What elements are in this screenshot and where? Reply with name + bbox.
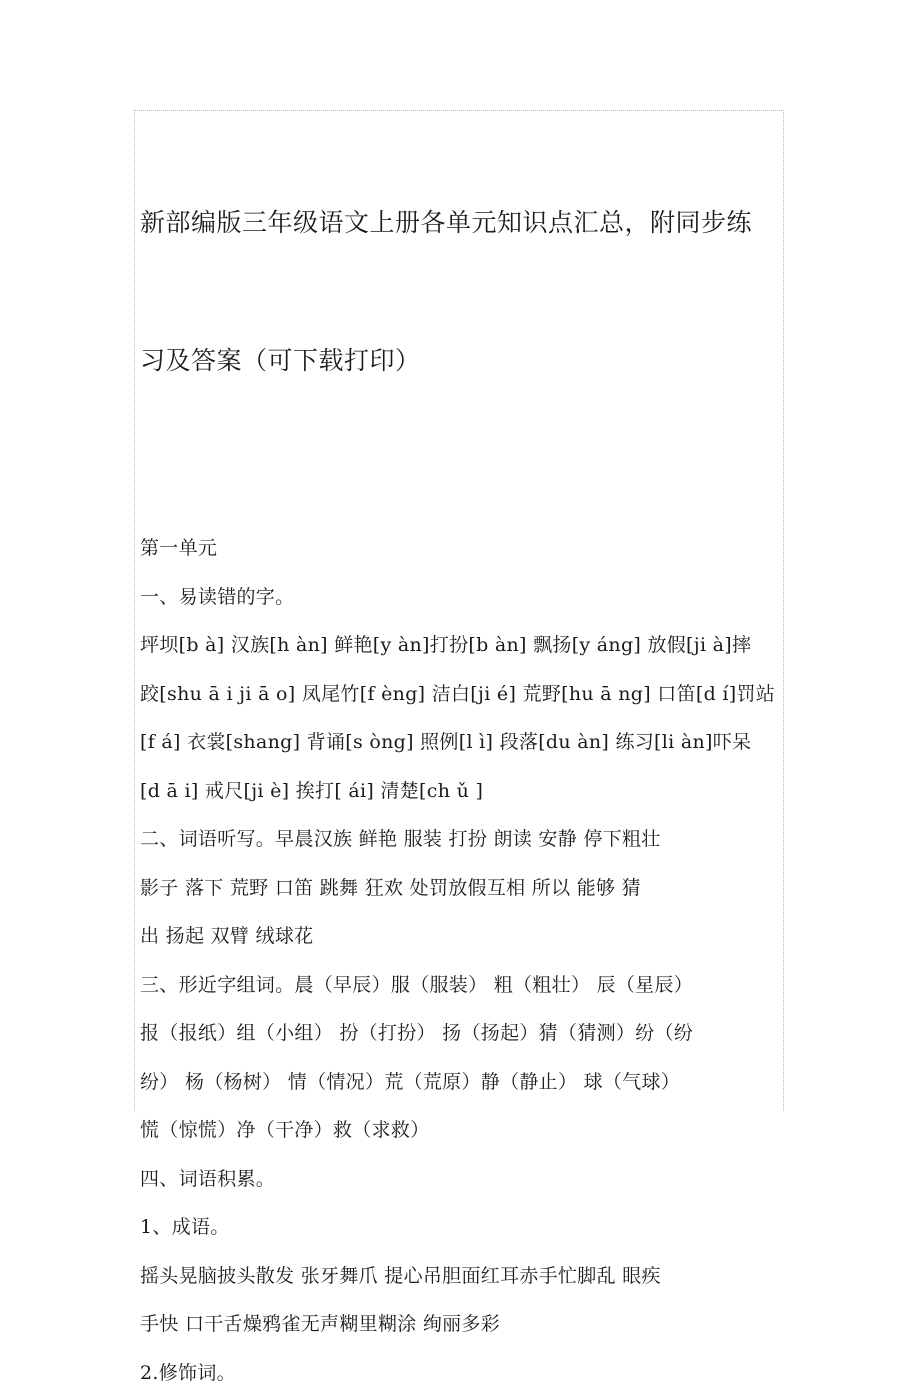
dictation-line: 二、词语听写。早晨汉族 鲜艳 服装 打扮 朗读 安静 停下粗壮 <box>140 815 785 864</box>
subheading-idioms: 1、成语。 <box>140 1203 785 1252</box>
similar-chars-line: 三、形近字组词。晨（早辰）服（服装） 粗（粗壮） 辰（星辰） <box>140 961 785 1010</box>
pinyin-line: [d ā i] 戒尺[ji è] 挨打[ ái] 清楚[ch ǔ ] <box>140 767 785 816</box>
dictation-line: 影子 落下 荒野 口笛 跳舞 狂欢 处罚放假互相 所以 能够 猜 <box>140 864 785 913</box>
document-body <box>140 108 785 1397</box>
similar-chars-line: 慌（惊慌）净（干净）救（求救） <box>140 1106 785 1155</box>
dictation-line: 出 扬起 双臂 绒球花 <box>140 912 785 961</box>
title-line: 习及答案（可下载打印） <box>140 338 785 384</box>
idioms-line: 手快 口干舌燥鸦雀无声糊里糊涂 绚丽多彩 <box>140 1300 785 1349</box>
subheading-modifiers: 2.修饰词。 <box>140 1349 785 1397</box>
unit-heading: 第一单元 <box>140 524 785 573</box>
section-heading-vocabulary: 四、词语积累。 <box>140 1155 785 1204</box>
title-line: 新部编版三年级语文上册各单元知识点汇总，附同步练 <box>140 200 785 246</box>
section-heading-misread-chars: 一、易读错的字。 <box>140 573 785 622</box>
pinyin-line: 坪坝[b à] 汉族[h àn] 鲜艳[y àn]打扮[b àn] 飘扬[y áng] 放假[ji à]摔 <box>140 621 785 670</box>
similar-chars-line: 报（报纸）组（小组） 扮（打扮） 扬（扬起）猜（猜测）纷（纷 <box>140 1009 785 1058</box>
pinyin-line: 跤[shu ā i ji ā o] 凤尾竹[f èng] 洁白[ji é] 荒野[hu ā ng] 口笛[d í]罚站 <box>140 670 785 719</box>
pinyin-line: [f á] 衣裳[shang] 背诵[s òng] 照例[l ì] 段落[du àn] 练习[li àn]吓呆 <box>140 718 785 767</box>
similar-chars-line: 纷） 杨（杨树） 情（情况）荒（荒原）静（静止） 球（气球） <box>140 1058 785 1107</box>
idioms-line: 摇头晃脑披头散发 张牙舞爪 提心吊胆面红耳赤手忙脚乱 眼疾 <box>140 1252 785 1301</box>
document-title <box>140 108 785 476</box>
